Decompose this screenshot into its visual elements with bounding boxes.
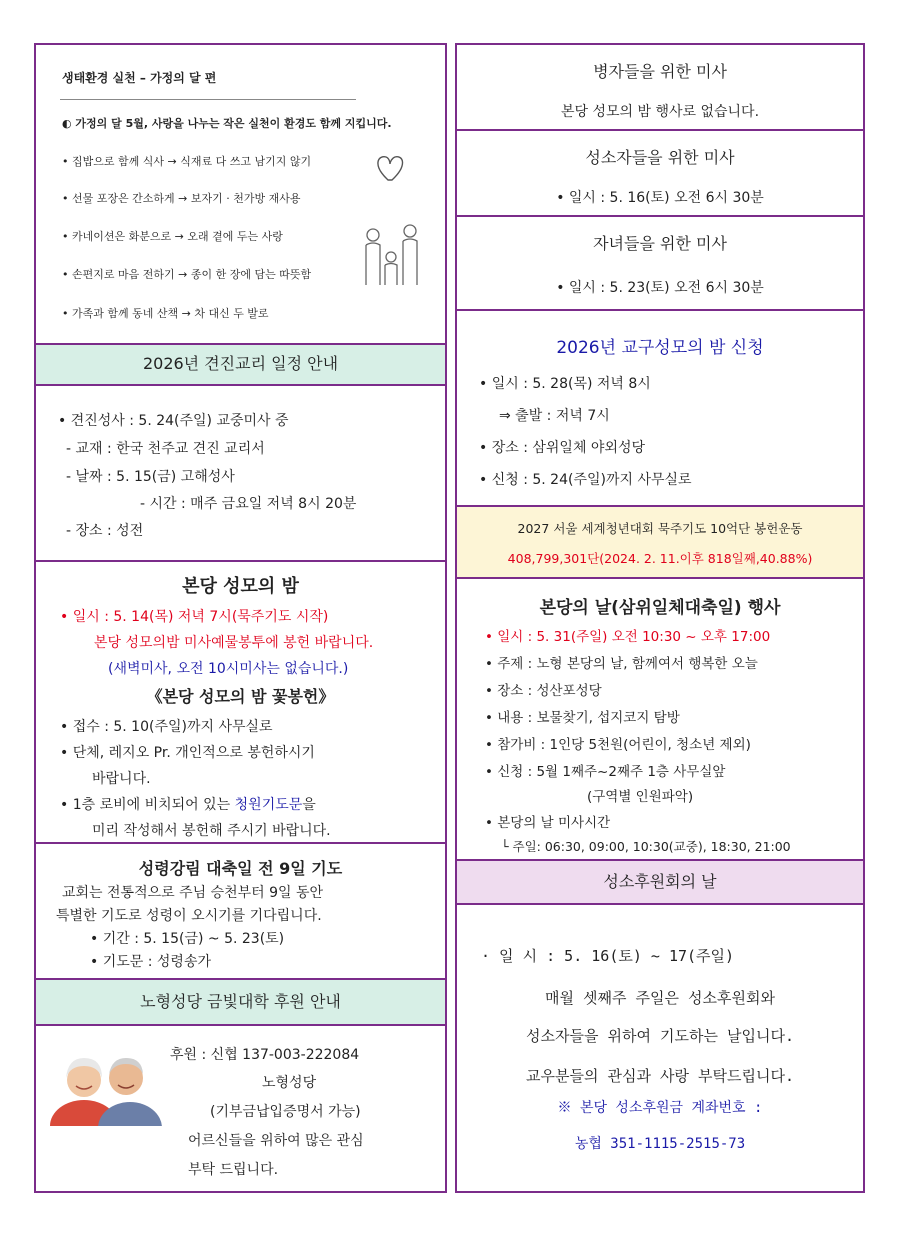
sick-mass-text: 본당 성모의 밤 행사로 없습니다. xyxy=(560,104,760,120)
vocation-account-number: 농협 351-1115-2515-73 xyxy=(574,1136,746,1152)
confirmation-section xyxy=(36,386,445,562)
flower-offering-line: • 단체, 레지오 Pr. 개인적으로 봉헌하시기 xyxy=(60,745,315,761)
vocation-support-header xyxy=(457,861,863,905)
parish-day-line: • 참가비 : 1인당 5천원(어린이, 청소년 제외) xyxy=(485,737,751,753)
right-column xyxy=(455,43,865,1193)
vocation-date: · 일 시 : 5. 16(토) ~ 17(주일) xyxy=(481,947,735,965)
vocation-text: 매월 셋째주 주일은 성소후원회와 xyxy=(545,989,775,1007)
parish-day-title: 본당의 날(삼위일체대축일) 행사 xyxy=(539,598,781,618)
vocation-support-header-text: 성소후원회의 날 xyxy=(603,872,717,891)
district-title: 2026년 교구성모의 밤 신청 xyxy=(556,338,764,358)
petition-prayer-highlight: 청원기도문 xyxy=(234,797,303,813)
confirmation-line: - 장소 : 성전 xyxy=(66,523,144,539)
left-column xyxy=(34,43,447,1193)
rosary-campaign-title: 2027 서울 세계청년대회 묵주기도 10억단 봉헌운동 xyxy=(517,521,803,536)
eco-item: • 가족과 함께 동네 산책 → 차 대신 두 발로 xyxy=(62,307,269,320)
marian-night-note: 본당 성모의밤 미사예물봉투에 봉헌 바랍니다. xyxy=(94,635,374,651)
family-heart-illustration xyxy=(354,125,434,285)
parish-day-section xyxy=(457,579,863,861)
sick-mass-title: 병자들을 위한 미사 xyxy=(593,62,727,81)
marian-night-title: 본당 성모의 밤 xyxy=(182,576,299,597)
vocations-mass-section xyxy=(457,131,863,217)
flower-offering-subtitle: 《본당 성모의 밤 꽃봉헌》 xyxy=(146,687,335,706)
eco-section xyxy=(36,45,445,345)
eco-item: • 선물 포장은 간소하게 → 보자기 · 천가방 재사용 xyxy=(62,192,301,205)
sick-mass-section xyxy=(457,45,863,131)
vocation-text: 교우분들의 관심과 사랑 부탁드립니다. xyxy=(526,1067,794,1085)
eco-title: 생태환경 실천 – 가정의 달 편 xyxy=(62,71,217,85)
parish-day-line: • 본당의 날 미사시간 xyxy=(485,815,611,831)
novena-prayer: • 기도문 : 성령송가 xyxy=(90,954,211,970)
district-marian-night-section xyxy=(457,311,863,507)
vocations-mass-text: • 일시 : 5. 16(토) 오전 6시 30분 xyxy=(556,190,764,206)
flower-offering-pre: • 1층 로비에 비치되어 있는 xyxy=(60,797,235,813)
flower-offering-line: 미리 작성해서 봉헌해 주시기 바랍니다. xyxy=(92,823,331,839)
seniors-header xyxy=(36,980,445,1026)
parish-day-date: • 일시 : 5. 31(주일) 오전 10:30 ~ 오후 17:00 xyxy=(485,629,771,645)
marian-night-section xyxy=(36,562,445,844)
parish-day-line: • 장소 : 성산포성당 xyxy=(485,683,602,699)
vocation-support-section xyxy=(457,905,863,1195)
vocation-text: 성소자들을 위하여 기도하는 날입니다. xyxy=(526,1027,794,1045)
confirmation-line: - 시간 : 매주 금요일 저녁 8시 20분 xyxy=(140,496,357,512)
novena-section xyxy=(36,844,445,980)
novena-title: 성령강림 대축일 전 9일 기도 xyxy=(138,859,343,878)
children-mass-text: • 일시 : 5. 23(토) 오전 6시 30분 xyxy=(556,280,764,296)
rosary-campaign-count: 408,799,301단(2024. 2. 11.이후 818일째,40.88%) xyxy=(507,551,813,566)
seniors-line: 어르신들을 위하여 많은 관심 xyxy=(188,1133,364,1149)
novena-text: 특별한 기도로 성령이 오시기를 기다립니다. xyxy=(56,908,322,924)
confirmation-header xyxy=(36,345,445,386)
seniors-line: 부탁 드립니다. xyxy=(188,1162,279,1178)
parish-day-line: • 신청 : 5월 1째주~2째주 1층 사무실앞 xyxy=(485,764,726,780)
marian-night-date: • 일시 : 5. 14(목) 저녁 7시(묵주기도 시작) xyxy=(60,609,329,625)
novena-text: 교회는 전통적으로 주님 승천부터 9일 동안 xyxy=(62,885,324,901)
district-line: • 신청 : 5. 24(주일)까지 사무실로 xyxy=(479,472,692,488)
rosary-campaign-section xyxy=(457,507,863,579)
confirmation-line: - 교재 : 한국 천주교 견진 교리서 xyxy=(66,441,265,457)
marian-night-notice: (새벽미사, 오전 10시미사는 없습니다.) xyxy=(108,661,349,677)
flower-offering-line xyxy=(60,794,316,814)
confirmation-line: - 날짜 : 5. 15(금) 고해성사 xyxy=(66,469,235,485)
parish-day-line: • 주제 : 노형 본당의 날, 함께여서 행복한 오늘 xyxy=(485,656,758,672)
confirmation-header-text: 2026년 견진교리 일정 안내 xyxy=(142,354,339,373)
seniors-header-text: 노형성당 금빛대학 후원 안내 xyxy=(140,992,341,1011)
senior-couple-photo xyxy=(46,1046,164,1126)
district-line: • 장소 : 삼위일체 야외성당 xyxy=(479,440,646,456)
seniors-section xyxy=(36,1026,445,1195)
flower-offering-post: 을 xyxy=(302,797,316,813)
parish-day-line: (구역별 인원파악) xyxy=(587,789,694,805)
flower-offering-line: • 접수 : 5. 10(주일)까지 사무실로 xyxy=(60,719,273,735)
seniors-line: 후원 : 신협 137-003-222084 xyxy=(170,1047,360,1063)
flower-offering-line: 바랍니다. xyxy=(92,771,151,787)
confirmation-line: • 견진성사 : 5. 24(주일) 교중미사 중 xyxy=(58,413,289,429)
seniors-line: 노형성당 xyxy=(262,1075,317,1091)
district-line: • 일시 : 5. 28(목) 저녁 8시 xyxy=(479,376,651,392)
eco-item: • 카네이션은 화분으로 → 오래 곁에 두는 사랑 xyxy=(62,230,283,243)
district-line: ⇒ 출발 : 저녁 7시 xyxy=(499,408,610,424)
parish-day-line: └ 주일: 06:30, 09:00, 10:30(교중), 18:30, 21:00 xyxy=(501,839,791,854)
parish-day-line: • 내용 : 보물찾기, 섭지코지 탐방 xyxy=(485,710,680,726)
eco-item: • 손편지로 마음 전하기 → 종이 한 장에 담는 따뜻함 xyxy=(62,268,312,281)
novena-period: • 기간 : 5. 15(금) ~ 5. 23(토) xyxy=(90,931,285,947)
eco-intro: ◐ 가정의 달 5월, 사랑을 나누는 작은 실천이 환경도 함께 지킵니다. xyxy=(62,117,392,130)
children-mass-section xyxy=(457,217,863,311)
children-mass-title: 자녀들을 위한 미사 xyxy=(593,234,727,253)
seniors-line: (기부금납입증명서 가능) xyxy=(210,1104,361,1120)
vocations-mass-title: 성소자들을 위한 미사 xyxy=(585,148,735,167)
vocation-account-label: ※ 본당 성소후원금 계좌번호 : xyxy=(557,1100,763,1116)
eco-divider xyxy=(60,99,356,100)
eco-item: • 집밥으로 함께 식사 → 식재료 다 쓰고 남기지 않기 xyxy=(62,155,312,168)
